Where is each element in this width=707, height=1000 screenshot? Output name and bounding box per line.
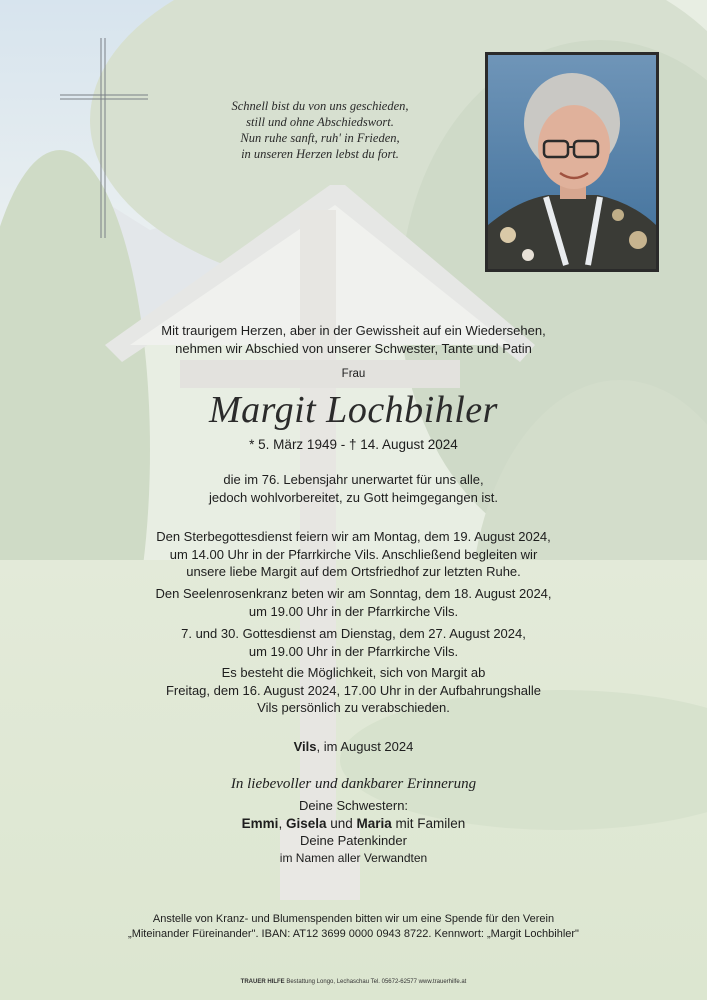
sisters-label: Deine Schwestern: [298, 798, 409, 813]
relatives-label: im Namen aller Verwandten [279, 850, 428, 865]
poem-line: Nun ruhe sanft, ruh' in Frieden, [240, 131, 400, 145]
poem [170, 98, 470, 162]
sister-name: Gisela [285, 815, 327, 831]
portrait-image [488, 55, 656, 269]
life-dates: * 5. März 1949 - † 14. August 2024 [249, 437, 458, 452]
memory-line: In liebevoller und dankbarer Erinnerung [230, 776, 477, 792]
poem-line: in unseren Herzen lebst du fort. [241, 147, 399, 161]
donation-line: Anstelle von Kranz- und Blumenspenden bitten wir um eine Spende für den Verein [152, 913, 555, 925]
sister-name: Emmi [241, 815, 279, 831]
rosary-line: um 19.00 Uhr in der Pfarrkirche Vils. [248, 603, 459, 619]
separator: und [326, 815, 357, 831]
rosary-line: Den Seelenrosenkranz beten wir am Sonntag, dem 18. August 2024, [155, 586, 552, 601]
donation-line: „Miteinander Füreinander". IBAN: AT12 3699 0000 0943 8722. Kennwort: „Margit Lochbihler" [128, 928, 579, 940]
place-date-text: , im August 2024 [316, 739, 414, 754]
portrait-photo [485, 52, 659, 272]
rosary-text [0, 585, 707, 620]
mass-line: 7. und 30. Gottesdienst am Dienstag, dem 27. August 2024, [181, 626, 526, 641]
families-text: mit Familen [391, 815, 466, 831]
deceased-name: Margit Lochbihler [209, 389, 498, 431]
poem-line: still und ohne Abschiedswort. [246, 115, 394, 129]
funeral-line: Den Sterbegottesdienst feiern wir am Montag, dem 19. August 2024, [156, 529, 551, 544]
mass-line: um 19.00 Uhr in der Pfarrkirche Vils. [248, 643, 459, 659]
sisters-names [0, 815, 707, 833]
intro-line: nehmen wir Abschied von unserer Schwester, Tante und Patin [175, 340, 532, 356]
donation-text [0, 912, 707, 942]
funeral-line: unsere liebe Margit auf dem Ortsfriedhof zur letzten Ruhe. [186, 564, 521, 579]
undertaker-brand: TRAUER HILFE [240, 979, 285, 985]
separator: , [278, 815, 286, 831]
funeral-line: um 14.00 Uhr in der Pfarrkirche Vils. Anschließend begleiten wir [169, 546, 538, 562]
viewing-text [0, 664, 707, 717]
sister-name: Maria [356, 815, 392, 831]
viewing-line: Vils persönlich zu verabschieden. [257, 700, 450, 715]
mourners [0, 797, 707, 867]
passing-line: die im 76. Lebensjahr unerwartet für uns alle, [223, 472, 484, 487]
place-town: Vils [293, 739, 317, 754]
poem-line: Schnell bist du von uns geschieden, [231, 99, 409, 113]
undertaker-credit [0, 978, 707, 986]
salutation: Frau [341, 368, 366, 380]
intro-line: Mit traurigem Herzen, aber in der Gewissheit auf ein Wiedersehen, [161, 323, 546, 338]
intro-text [0, 322, 707, 357]
godchildren-label: Deine Patenkinder [300, 833, 407, 848]
mass-text [0, 625, 707, 660]
viewing-line: Freitag, dem 16. August 2024, 17.00 Uhr in der Aufbahrungshalle [165, 682, 542, 698]
passing-text [0, 471, 707, 506]
passing-line: jedoch wohlvorbereitet, zu Gott heimgegangen ist. [208, 489, 499, 505]
cross-icon [58, 38, 150, 238]
place-date [0, 738, 707, 756]
undertaker-details: Bestattung Longo, Lechaschau Tel. 05672-62577 www.trauerhilfe.at [284, 979, 467, 985]
funeral-text [0, 528, 707, 581]
viewing-line: Es besteht die Möglichkeit, sich von Margit ab [221, 665, 486, 680]
